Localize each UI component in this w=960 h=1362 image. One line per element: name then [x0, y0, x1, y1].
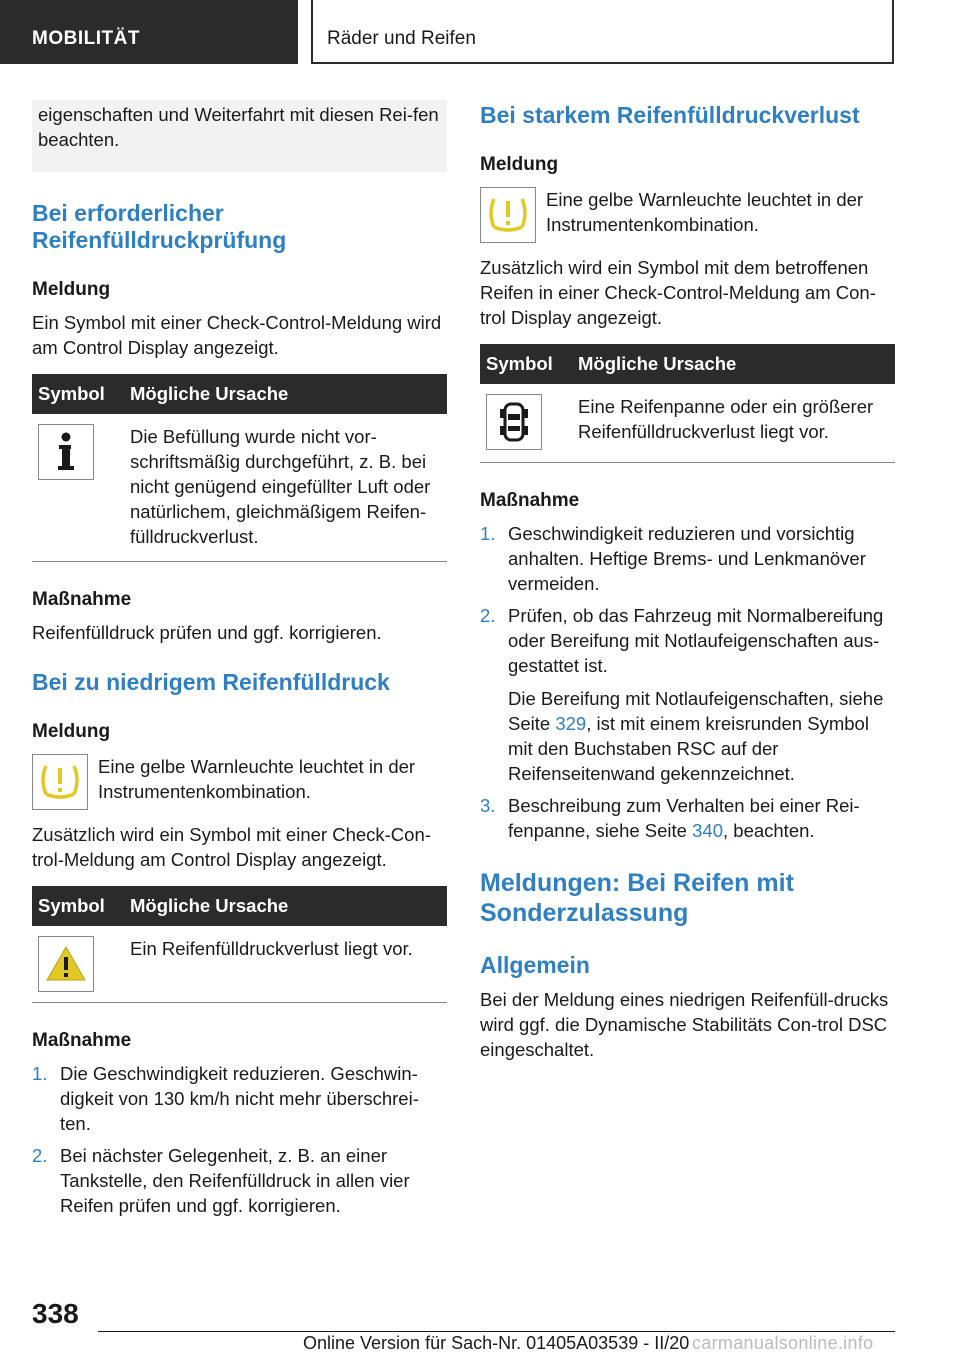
- list-item: 2. Prüfen, ob das Fahrzeug mit Normalbereifung oder Bereifung mit Notlaufeigenschaften aus-gestattet ist. Die Bereifung mit Notlaufeigenschaften, siehe Seite 329, ist mit einem kreisrunden Symbol mit den Buchstaben RSC auf der Reifenseitenwand gekennzeichnet.: [480, 603, 895, 786]
- note-box: [32, 100, 447, 172]
- tire-pressure-warning-icon: [32, 754, 88, 810]
- warning-triangle-icon: [38, 936, 94, 992]
- list-item: 3. Beschreibung zum Verhalten bei einer Rei-fenpanne, siehe Seite 340, beachten.: [480, 795, 860, 841]
- page-link-329[interactable]: 329: [555, 713, 587, 734]
- lamp-row-2: [32, 754, 447, 810]
- footer-divider: [98, 1331, 895, 1332]
- note-text: eigenschaften und Weiterfahrt mit diesen Rei-fen beachten.: [38, 104, 439, 150]
- subheading-meldung-2: Meldung: [32, 721, 111, 742]
- heading-low-pressure: Bei zu niedrigem Reifenfülldruck: [32, 669, 390, 695]
- page-link-340[interactable]: 340: [692, 820, 723, 841]
- right-column: [480, 102, 895, 1062]
- heading-pressure-check: Bei erforderlicher Reifenfülldruckprüfung: [32, 200, 287, 253]
- meldung-text-3: Zusätzlich wird ein Symbol mit dem betroffenen Reifen in einer Check-Control-Meldung am Con-trol Display angezeigt.: [480, 257, 876, 328]
- th-cause-2: Mögliche Ursache: [124, 886, 447, 926]
- header-section-tab: [0, 0, 298, 64]
- th-cause-1: Mögliche Ursache: [124, 374, 447, 414]
- subheading-meldung-1: Meldung: [32, 279, 111, 300]
- subheading-massnahme-3: Maßnahme: [480, 490, 580, 511]
- meldung-text-1: Ein Symbol mit einer Check-Control-Meldung wird am Control Display angezeigt.: [32, 312, 442, 358]
- page-number: 338: [32, 1298, 79, 1329]
- list-item: 2. Bei nächster Gelegenheit, z. B. an einer Tankstelle, den Reifenfülldruck in allen vier Reifen prüfen und ggf. korrigieren.: [32, 1145, 410, 1216]
- th-cause-3: Mögliche Ursache: [572, 344, 895, 384]
- header-section-label: MOBILITÄT: [32, 28, 140, 49]
- allgemein-text: Bei der Meldung eines niedrigen Reifenfüll-drucks wird ggf. die Dynamische Stabilitäts Con-trol DSC eingeschaltet.: [480, 989, 889, 1060]
- tire-pressure-warning-icon: [480, 187, 536, 243]
- cause-cell-2: Ein Reifenfülldruckverlust liegt vor.: [124, 926, 447, 1003]
- lamp-text-2: Eine gelbe Warnleuchte leuchtet in der Instrumentenkombination.: [98, 756, 416, 802]
- heading-strong-loss: Bei starkem Reifenfülldruckverlust: [480, 102, 860, 128]
- massnahme-text-1: Reifenfülldruck prüfen und ggf. korrigieren.: [32, 622, 382, 643]
- subheading-allgemein: Allgemein: [480, 952, 590, 978]
- subheading-massnahme-1: Maßnahme: [32, 589, 132, 610]
- steps-list-2: [32, 1061, 447, 1218]
- th-symbol-2: Symbol: [32, 886, 124, 926]
- subheading-massnahme-2: Maßnahme: [32, 1030, 132, 1051]
- table-row: [480, 384, 895, 463]
- header-chapter-label: Räder und Reifen: [327, 28, 476, 49]
- footer-online-version: Online Version für Sach-Nr. 01405A03539 - II/20: [303, 1333, 690, 1353]
- list-item: 1. Geschwindigkeit reduzieren und vorsichtig anhalten. Heftige Brems- und Lenkmanöver vermeiden.: [480, 523, 866, 594]
- cause-cell-1: Die Befüllung wurde nicht vor-schriftsmäßig durchgeführt, z. B. bei nicht genügend eingefüllter Luft oder natürlichem, gleichmäßigem Reifen-fülldruckverlust.: [124, 414, 447, 562]
- symbol-table-3: [480, 344, 895, 463]
- lamp-text-3: Eine gelbe Warnleuchte leuchtet in der Instrumentenkombination.: [546, 189, 864, 235]
- step2-subtext: Die Bereifung mit Notlaufeigenschaften, siehe Seite 329, ist mit einem kreisrunden Symbol mit den Buchstaben RSC auf der Reifenseitenwand gekennzeichnet.: [508, 688, 884, 784]
- list-item: 1. Die Geschwindigkeit reduzieren. Geschwin-digkeit von 130 km/h nicht mehr überschrei-ten.: [32, 1063, 419, 1134]
- cause-cell-3: Eine Reifenpanne oder ein größerer Reifenfülldruckverlust liegt vor.: [572, 384, 895, 463]
- watermark-text: carmanualsonline.info: [692, 1333, 874, 1353]
- th-symbol-3: Symbol: [480, 344, 572, 384]
- left-column: [32, 100, 447, 1225]
- table-row: [32, 414, 447, 562]
- symbol-table-2: [32, 886, 447, 1003]
- steps-list-3: [480, 521, 895, 843]
- meldung-text-2: Zusätzlich wird ein Symbol mit einer Check-Con-trol-Meldung am Control Display angezeigt.: [32, 824, 431, 870]
- info-icon: [38, 424, 94, 480]
- heading-special-tires: Meldungen: Bei Reifen mit Sonderzulassung: [480, 869, 794, 927]
- symbol-table-1: [32, 374, 447, 562]
- car-tire-icon: [486, 394, 542, 450]
- table-row: [32, 926, 447, 1003]
- lamp-row-3: [480, 187, 895, 243]
- subheading-meldung-3: Meldung: [480, 154, 559, 175]
- header-chapter-tab: [311, 0, 894, 64]
- th-symbol-1: Symbol: [32, 374, 124, 414]
